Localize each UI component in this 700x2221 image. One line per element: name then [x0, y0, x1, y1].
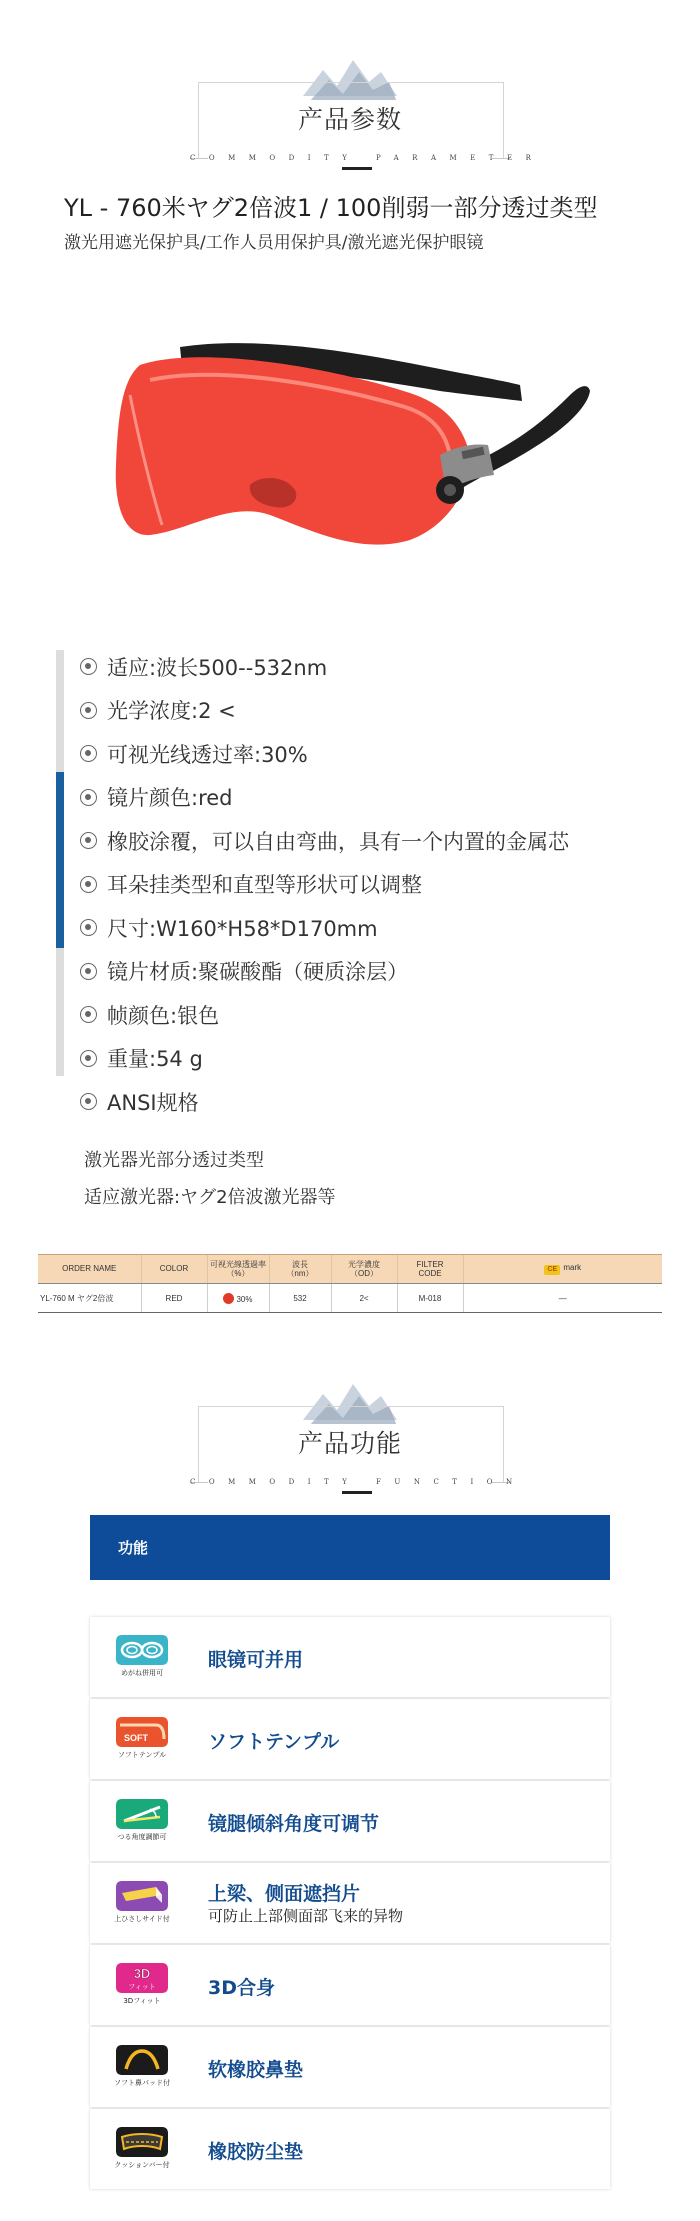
- col-filter-code: FILTER CODE: [397, 1255, 463, 1284]
- feature-item: 适应:波长500--532nm: [80, 645, 569, 689]
- section-title: 产品参数: [297, 105, 402, 134]
- function-panel-title: 功能: [118, 1539, 149, 1557]
- function-label: 3D合身: [208, 1977, 275, 1999]
- spec-table: [38, 1254, 662, 1313]
- feature-item: 光学浓度:2 <: [80, 689, 569, 733]
- col-order-name: ORDER NAME: [38, 1255, 141, 1284]
- col-color: COLOR: [141, 1255, 207, 1284]
- section-underline: [342, 1491, 372, 1494]
- feature-item: 尺寸:W160*H58*D170mm: [80, 906, 569, 950]
- bullet-icon: [80, 919, 97, 936]
- note-line: 适应激光器:ヤグ2倍波激光器等: [84, 1187, 336, 1208]
- temple-angle-icon: [116, 1799, 168, 1829]
- params-section-header: [190, 56, 545, 196]
- feature-item: ANSI规格: [80, 1080, 569, 1124]
- function-panel-header: [90, 1515, 610, 1580]
- bullet-icon: [80, 702, 97, 719]
- function-label: 上梁、侧面遮挡片: [208, 1883, 361, 1905]
- feature-item: 帧颜色:银色: [80, 993, 569, 1037]
- table-header-row: [38, 1255, 662, 1284]
- glasses-compatible-icon: [116, 1635, 168, 1665]
- feature-item: 镜片颜色:red: [80, 776, 569, 820]
- function-label: 软橡胶鼻垫: [208, 2059, 304, 2081]
- function-label: 眼镜可并用: [208, 1649, 304, 1671]
- cell-filter-code: M-018: [397, 1284, 463, 1313]
- function-item: クッションバー付 橡胶防尘垫: [90, 2109, 610, 2189]
- goggles-image: [110, 325, 600, 595]
- function-item: めがね併用可 眼镜可并用: [90, 1617, 610, 1697]
- soft-temple-icon: [116, 1717, 168, 1747]
- function-label: ソフトテンプル: [208, 1731, 340, 1753]
- note-line: 激光器光部分透过类型: [84, 1150, 264, 1171]
- table-row: [38, 1284, 662, 1313]
- red-dot-icon: [223, 1293, 234, 1304]
- function-description: 可防止上部侧面部飞来的异物: [208, 1907, 404, 1925]
- bullet-icon: [80, 1093, 97, 1110]
- bullet-icon: [80, 658, 97, 675]
- cell-color: RED: [141, 1284, 207, 1313]
- section-subtitle: COMMODITY FUNCTION: [190, 1478, 526, 1486]
- section-title: 产品功能: [297, 1429, 402, 1458]
- svg-text:フィット: フィット: [128, 1983, 156, 1991]
- bullet-icon: [80, 1050, 97, 1067]
- function-item: つる角度調節可 镜腿倾斜角度可调节: [90, 1781, 610, 1861]
- function-item: SOFT ソフトテンプル ソフトテンプル: [90, 1699, 610, 1779]
- cell-wavelength: 532: [269, 1284, 331, 1313]
- cell-order-name: YL-760 M ヤグ2倍波: [38, 1284, 141, 1313]
- bullet-icon: [80, 832, 97, 849]
- bullet-icon: [80, 1006, 97, 1023]
- 3d-fit-icon: [116, 1963, 168, 1993]
- feature-item: 可视光线透过率:30%: [80, 732, 569, 776]
- cushion-bar-icon: [116, 2127, 168, 2157]
- cell-mark: —: [463, 1284, 662, 1313]
- function-label: 镜腿倾斜角度可调节: [208, 1813, 380, 1835]
- feature-item: 镜片材质:聚碳酸酯（硬质涂层）: [80, 950, 569, 994]
- feature-list: [80, 645, 569, 1124]
- bullet-icon: [80, 789, 97, 806]
- feature-item: 橡胶涂覆，可以自由弯曲，具有一个内置的金属芯: [80, 819, 569, 863]
- function-label: 橡胶防尘垫: [208, 2141, 304, 2163]
- svg-text:3D: 3D: [133, 1966, 151, 1981]
- product-title: YL - 760米ヤグ2倍波1 / 100削弱一部分透过类型: [64, 194, 598, 222]
- product-subtitle: 激光用遮光保护具/工作人员用保护具/激光遮光保护眼镜: [64, 233, 484, 253]
- function-item: 3D フィット 3Dフィット 3D合身: [90, 1945, 610, 2025]
- feature-item: 耳朵挂类型和直型等形状可以调整: [80, 863, 569, 907]
- col-mark: CE mark: [463, 1255, 662, 1284]
- col-density: 光学濃度 （OD）: [331, 1255, 397, 1284]
- bullet-icon: [80, 963, 97, 980]
- soft-nose-pad-icon: [116, 2045, 168, 2075]
- function-item: 上ひさしサイド付 上梁、侧面遮挡片 可防止上部侧面部飞来的异物: [90, 1863, 610, 1943]
- feature-side-bar-highlight: [56, 772, 64, 948]
- section-underline: [342, 167, 372, 170]
- cell-transmittance: 30%: [207, 1284, 269, 1313]
- svg-text:SOFT: SOFT: [124, 1733, 148, 1743]
- bullet-icon: [80, 745, 97, 762]
- bullet-icon: [80, 876, 97, 893]
- feature-item: 重量:54 g: [80, 1037, 569, 1081]
- col-wavelength: 波長 （nm）: [269, 1255, 331, 1284]
- section-subtitle: COMMODITY PARAMETER: [190, 154, 545, 162]
- function-section-header: [190, 1380, 526, 1520]
- ce-mark-icon: CE: [544, 1265, 560, 1275]
- side-shield-icon: [116, 1881, 168, 1911]
- col-transmittance: 可视光線透過率 （%）: [207, 1255, 269, 1284]
- cell-density: 2<: [331, 1284, 397, 1313]
- function-item: ソフト鼻パッド付 软橡胶鼻垫: [90, 2027, 610, 2107]
